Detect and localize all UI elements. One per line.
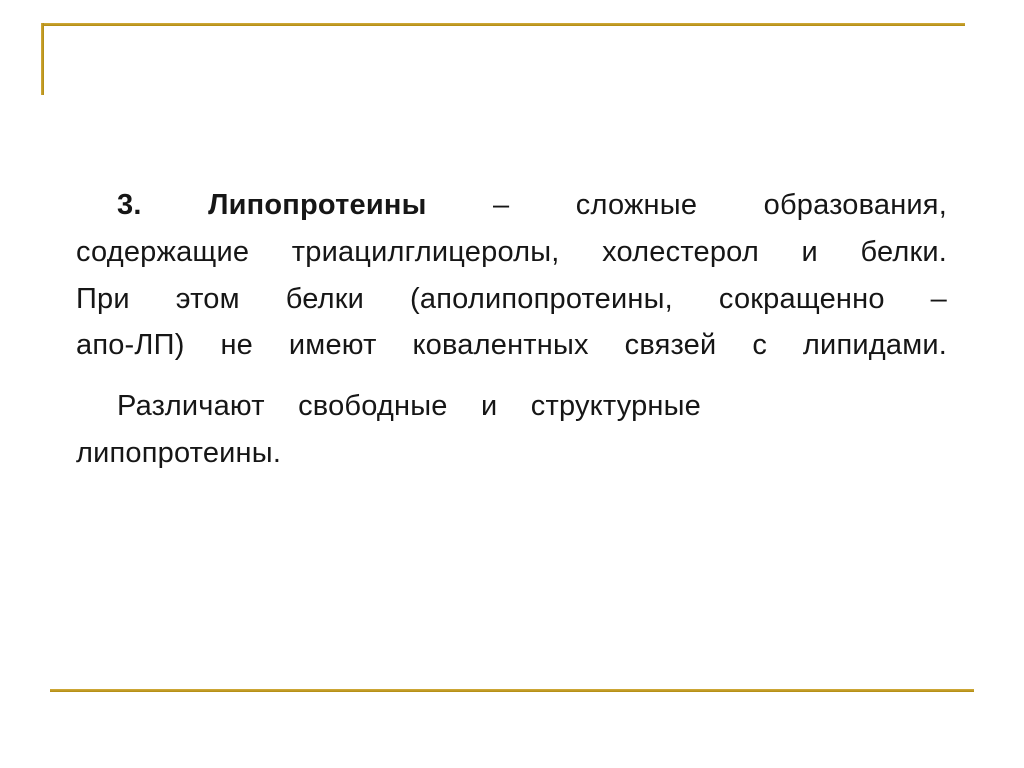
top-border-line: [41, 23, 965, 26]
text-line-5: Различают свободные и структурные: [117, 390, 701, 423]
list-number: 3.: [117, 189, 142, 221]
paragraph-lipoproteins-definition: [76, 182, 947, 369]
left-border-line: [41, 23, 44, 95]
text-line-6: липопротеины.: [76, 436, 282, 469]
line-1-rest: – сложные образования,: [493, 189, 947, 221]
text-line-4: апо-ЛП) не имеют ковалентных связей с липидами.: [76, 329, 947, 362]
slide-body-text: [76, 182, 947, 477]
term-lipoproteins: Липопротеины: [208, 189, 427, 221]
text-line-1: [76, 182, 947, 229]
text-line-3: При этом белки (аполипопротеины, сокращенно –: [76, 282, 947, 315]
paragraph-lipoprotein-types: [76, 383, 701, 477]
text-line-2: содержащие триацилглицеролы, холестерол и белки.: [76, 235, 947, 268]
bottom-border-line: [50, 689, 974, 692]
